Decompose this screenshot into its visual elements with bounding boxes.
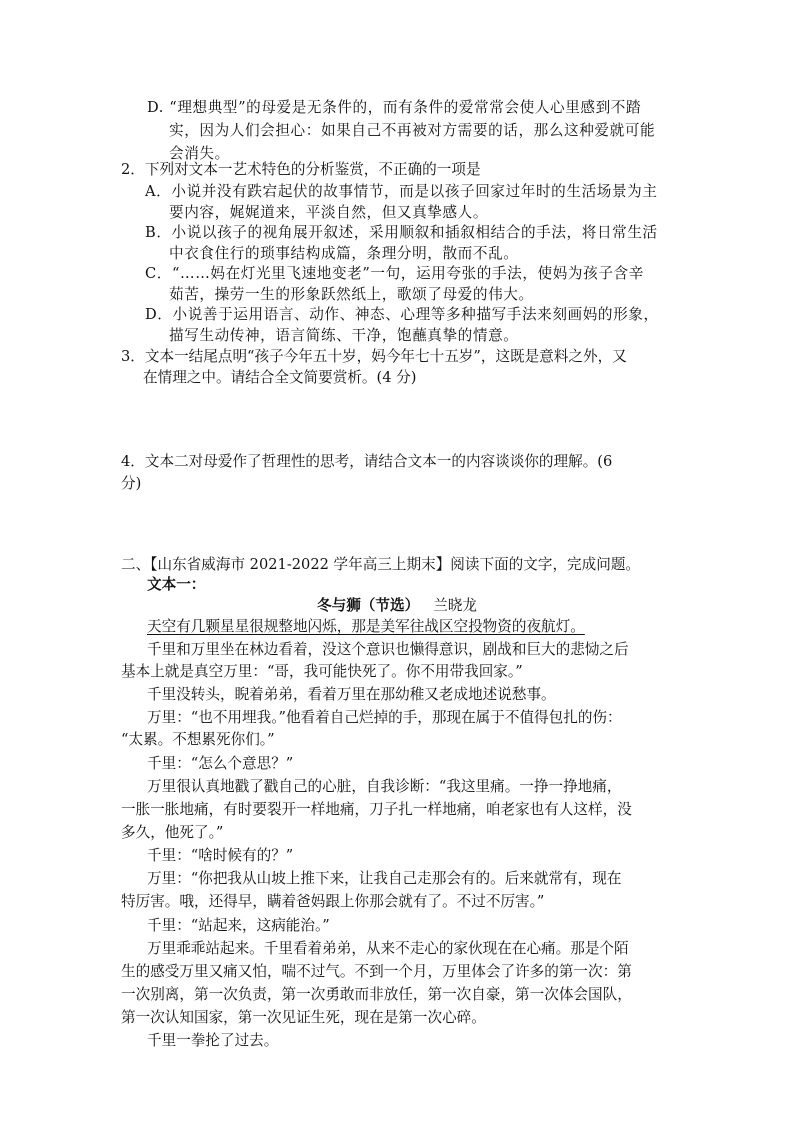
story-paragraph-6-line2: 一胀一胀地痛，有时要裂开一样地痛，刀子扎一样地痛，咱老家也有人这样，没 <box>121 801 632 818</box>
story-paragraph-2-line1: 千里和万里坐在林边看着，没这个意识也懒得意识，剧战和巨大的悲恸之后 <box>147 641 629 658</box>
q2-stem: 2．下列对文本一艺术特色的分析鉴赏，不正确的一项是 <box>121 161 481 178</box>
story-title-line <box>0 596 794 616</box>
story-author: 兰晓龙 <box>433 597 477 614</box>
q3-line1: 3．文本一结尾点明“孩子今年五十岁，妈今年七十五岁”，这既是意料之外，又 <box>121 348 627 365</box>
section2-heading: 二、【山东省威海市 2021-2022 学年高三上期末】阅读下面的文字，完成问题。 <box>121 556 641 573</box>
story-paragraph-4-line1: 万里：“也不用埋我。”他看着自己烂掉的手，那现在属于不值得包扎的伤： <box>147 709 622 726</box>
story-paragraph-10-line3: 一次别离，第一次负责，第一次勇敢而非放任，第一次自豪，第一次体会国队， <box>121 986 632 1003</box>
story-title: 冬与狮（节选） <box>317 597 420 614</box>
q2-option-a-line1: A．小说并没有跌宕起伏的故事情节，而是以孩子回家过年时的生活场景为主 <box>145 183 658 200</box>
text-one-label: 文本一： <box>147 576 206 593</box>
story-paragraph-9: 千里：“站起来，这病能治。” <box>147 917 330 934</box>
story-paragraph-6-line1: 万里很认真地戳了戳自己的心脏，自我诊断：“我这里痛。一挣一挣地痛， <box>147 778 622 795</box>
story-paragraph-8-line2: 特厉害。哦，还得早，瞒着爸妈跟上你那会就有了。不过不厉害。” <box>121 893 545 910</box>
q2-option-c-line2: 茹苦，操劳一生的形象跃然纸上，歌颂了母爱的伟大。 <box>169 286 534 303</box>
story-paragraph-4-line2: “太累。不想累死你们。” <box>121 731 275 748</box>
story-paragraph-10-line2: 生的感受万里又痛又怕，喘不过气。不到一个月，万里体会了许多的第一次：第 <box>121 963 632 980</box>
q3-line2: 在情理之中。请结合全文简要赏析。(4 分) <box>143 369 417 386</box>
story-paragraph-11: 千里一拳抡了过去。 <box>147 1032 279 1049</box>
q2-option-b-line2: 中衣食住行的琐事结构成篇，条理分明，散而不乱。 <box>169 245 519 262</box>
story-paragraph-6-line3: 多久，他死了。” <box>121 824 224 841</box>
q1-option-d-line3: 会消失。 <box>169 145 230 162</box>
story-paragraph-10-line1: 万里乖乖站起来。千里看着弟弟，从来不走心的家伙现在在心痛。那是个陌 <box>147 940 629 957</box>
story-paragraph-1: 天空有几颗星星很规整地闪烁，那是美军往战区空投物资的夜航灯。 <box>147 618 585 635</box>
q2-option-c-line1: C．“……妈在灯光里飞速地变老”一句，运用夸张的手法，使妈为孩子含辛 <box>145 265 644 282</box>
q2-option-a-line2: 要内容，娓娓道来，平淡自然，但又真挚感人。 <box>169 204 489 221</box>
q4-line2: 分) <box>121 475 142 492</box>
story-paragraph-7: 千里：“啥时候有的？” <box>147 847 294 864</box>
story-paragraph-2-line2: 基本上就是真空万里：“哥，我可能快死了。你不用带我回家。” <box>121 663 523 680</box>
q1-option-d-line2: 实，因为人们会担心：如果自己不再被对方需要的话，那么这种爱就可能 <box>169 122 656 139</box>
q1-option-d-line1: D. “理想典型”的母爱是无条件的，而有条件的爱常常会使人心里感到不踏 <box>147 99 642 116</box>
story-paragraph-3: 千里没转头，睨着弟弟，看着万里在那幼稚又老成地述说愁事。 <box>147 686 556 703</box>
q2-option-d-line2: 描写生动传神，语言简练、干净，饱蘸真挚的情意。 <box>169 327 519 344</box>
q2-option-b-line1: B．小说以孩子的视角展开叙述，采用顺叙和插叙相结合的手法，将日常生活 <box>145 224 658 241</box>
story-paragraph-10-line4: 第一次认知国家，第一次见证生死，现在是第一次心碎。 <box>121 1009 486 1026</box>
story-paragraph-8-line1: 万里：“你把我从山坡上推下来，让我自己走那会有的。后来就常有，现在 <box>147 870 622 887</box>
q4-line1: 4．文本二对母爱作了哲理性的思考，请结合文本一的内容谈谈你的理解。(6 <box>121 453 613 470</box>
story-paragraph-5: 千里：“怎么个意思？” <box>147 755 294 772</box>
q2-option-d-line1: D．小说善于运用语言、动作、神态、心理等多种描写手法来刻画妈的形象， <box>145 306 659 323</box>
